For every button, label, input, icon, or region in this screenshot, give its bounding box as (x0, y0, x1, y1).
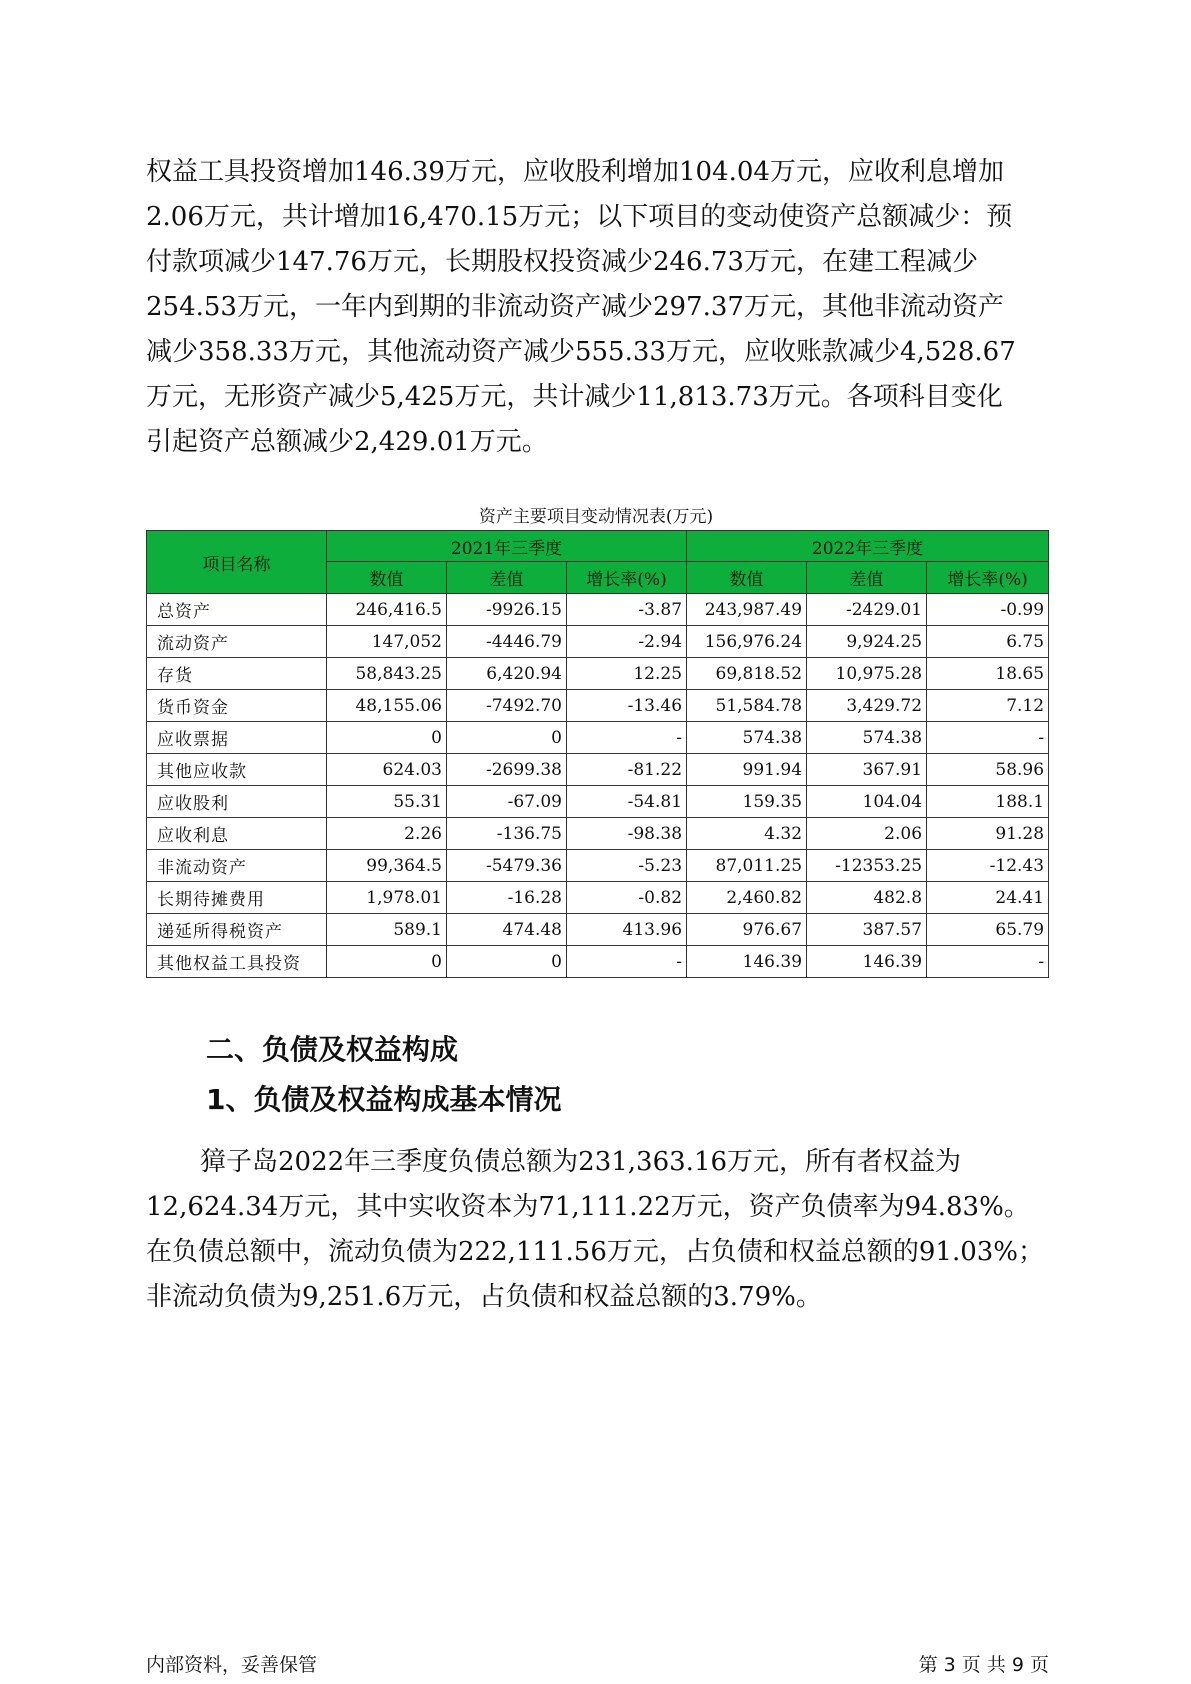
row-cell-d2: 10,975.28 (807, 658, 927, 690)
paragraph-line: 獐子岛2022年三季度负债总额为231,363.16万元，所有者权益为 (200, 1147, 962, 1177)
row-cell-d1: 474.48 (447, 914, 567, 946)
row-cell-d1: -4446.79 (447, 626, 567, 658)
table-row (147, 818, 1049, 850)
row-cell-r2: 91.28 (927, 818, 1049, 850)
table-row (147, 882, 1049, 914)
row-cell-v2: 69,818.52 (687, 658, 807, 690)
row-cell-v1: 1,978.01 (327, 882, 447, 914)
row-cell-d1: -136.75 (447, 818, 567, 850)
row-item-name: 应收利息 (147, 818, 327, 850)
row-cell-d2: 574.38 (807, 722, 927, 754)
row-cell-v1: 58,843.25 (327, 658, 447, 690)
row-cell-r2: 58.96 (927, 754, 1049, 786)
row-cell-d2: 387.57 (807, 914, 927, 946)
row-cell-d1: -16.28 (447, 882, 567, 914)
row-cell-r2: -12.43 (927, 850, 1049, 882)
row-cell-r2: 6.75 (927, 626, 1049, 658)
table-row (147, 786, 1049, 818)
row-item-name: 长期待摊费用 (147, 882, 327, 914)
row-cell-v1: 589.1 (327, 914, 447, 946)
header-item-name: 项目名称 (147, 531, 327, 594)
row-item-name: 应收股利 (147, 786, 327, 818)
row-cell-v2: 243,987.49 (687, 594, 807, 626)
table-row (147, 946, 1049, 978)
row-cell-d2: 367.91 (807, 754, 927, 786)
row-cell-d1: -67.09 (447, 786, 567, 818)
row-item-name: 货币资金 (147, 690, 327, 722)
row-cell-r1: -81.22 (567, 754, 687, 786)
row-cell-v1: 55.31 (327, 786, 447, 818)
header-period-2022: 2022年三季度 (687, 531, 1049, 562)
row-cell-d2: 9,924.25 (807, 626, 927, 658)
row-cell-v1: 624.03 (327, 754, 447, 786)
row-cell-d1: 0 (447, 946, 567, 978)
table-row (147, 690, 1049, 722)
row-cell-v2: 146.39 (687, 946, 807, 978)
row-cell-v1: 147,052 (327, 626, 447, 658)
header-diff: 差值 (447, 562, 567, 594)
row-cell-v1: 246,416.5 (327, 594, 447, 626)
row-cell-r1: - (567, 722, 687, 754)
row-item-name: 其他权益工具投资 (147, 946, 327, 978)
row-cell-v2: 2,460.82 (687, 882, 807, 914)
table-row (147, 594, 1049, 626)
paragraph-asset-changes (146, 150, 1046, 465)
header-rate: 增长率(%) (927, 562, 1049, 594)
row-item-name: 递延所得税资产 (147, 914, 327, 946)
section-heading: 二、负债及权益构成 (206, 1033, 459, 1066)
row-cell-r2: 18.65 (927, 658, 1049, 690)
paragraph-line: 权益工具投资增加146.39万元，应收股利增加104.04万元，应收利息增加 (146, 157, 1004, 187)
row-cell-v2: 991.94 (687, 754, 807, 786)
row-cell-r1: 12.25 (567, 658, 687, 690)
row-cell-d2: 2.06 (807, 818, 927, 850)
row-cell-r1: -5.23 (567, 850, 687, 882)
row-cell-d2: 482.8 (807, 882, 927, 914)
row-cell-d2: -12353.25 (807, 850, 927, 882)
header-value: 数值 (327, 562, 447, 594)
header-rate: 增长率(%) (567, 562, 687, 594)
table-row (147, 754, 1049, 786)
paragraph-line: 12,624.34万元，其中实收资本为71,111.22万元，资产负债率为94.83%。 (146, 1192, 1030, 1222)
table-row (147, 722, 1049, 754)
paragraph-line: 2.06万元，共计增加16,470.15万元；以下项目的变动使资产总额减少：预 (146, 202, 1013, 232)
row-cell-v2: 976.67 (687, 914, 807, 946)
row-cell-v1: 0 (327, 946, 447, 978)
row-cell-r1: -54.81 (567, 786, 687, 818)
paragraph-line: 引起资产总额减少2,429.01万元。 (146, 427, 548, 457)
row-cell-r1: -2.94 (567, 626, 687, 658)
row-cell-v1: 0 (327, 722, 447, 754)
row-cell-r1: 413.96 (567, 914, 687, 946)
subsection-heading: 1、负债及权益构成基本情况 (206, 1083, 562, 1116)
paragraph-liability-overview (146, 1140, 1046, 1320)
footer-page-number: 第 3 页 共 9 页 (918, 1654, 1049, 1676)
header-value: 数值 (687, 562, 807, 594)
row-cell-r2: - (927, 946, 1049, 978)
table-row (147, 626, 1049, 658)
row-cell-r2: - (927, 722, 1049, 754)
table-caption: 资产主要项目变动情况表(万元) (478, 507, 714, 527)
row-cell-v1: 48,155.06 (327, 690, 447, 722)
row-cell-v2: 574.38 (687, 722, 807, 754)
paragraph-line: 在负债总额中，流动负债为222,111.56万元，占负债和权益总额的91.03%； (146, 1237, 1045, 1267)
table-row (147, 850, 1049, 882)
row-cell-v2: 159.35 (687, 786, 807, 818)
row-cell-v2: 156,976.24 (687, 626, 807, 658)
row-cell-r1: -3.87 (567, 594, 687, 626)
row-cell-r2: -0.99 (927, 594, 1049, 626)
row-item-name: 总资产 (147, 594, 327, 626)
paragraph-line: 万元，无形资产减少5,425万元，共计减少11,813.73万元。各项科目变化 (146, 382, 1003, 412)
row-cell-r2: 188.1 (927, 786, 1049, 818)
table-row (147, 914, 1049, 946)
row-item-name: 应收票据 (147, 722, 327, 754)
row-cell-d1: -7492.70 (447, 690, 567, 722)
table-body (147, 594, 1049, 978)
paragraph-line: 付款项减少147.76万元，长期股权投资减少246.73万元，在建工程减少 (146, 247, 978, 277)
row-cell-d2: 146.39 (807, 946, 927, 978)
row-cell-d1: -9926.15 (447, 594, 567, 626)
footer-confidential-note: 内部资料，妥善保管 (146, 1654, 318, 1676)
row-cell-d2: 3,429.72 (807, 690, 927, 722)
row-cell-v2: 51,584.78 (687, 690, 807, 722)
row-cell-d1: -2699.38 (447, 754, 567, 786)
row-item-name: 其他应收款 (147, 754, 327, 786)
row-cell-r1: -98.38 (567, 818, 687, 850)
row-item-name: 流动资产 (147, 626, 327, 658)
row-cell-d2: -2429.01 (807, 594, 927, 626)
row-cell-d1: -5479.36 (447, 850, 567, 882)
row-cell-v2: 4.32 (687, 818, 807, 850)
paragraph-line: 减少358.33万元，其他流动资产减少555.33万元，应收账款减少4,528.67 (146, 337, 1016, 367)
row-cell-r2: 7.12 (927, 690, 1049, 722)
row-cell-r1: - (567, 946, 687, 978)
row-cell-d1: 6,420.94 (447, 658, 567, 690)
table-row (147, 658, 1049, 690)
row-cell-v1: 99,364.5 (327, 850, 447, 882)
row-cell-d1: 0 (447, 722, 567, 754)
row-cell-d2: 104.04 (807, 786, 927, 818)
row-cell-r2: 24.41 (927, 882, 1049, 914)
row-cell-v1: 2.26 (327, 818, 447, 850)
row-cell-r1: -13.46 (567, 690, 687, 722)
header-diff: 差值 (807, 562, 927, 594)
row-item-name: 非流动资产 (147, 850, 327, 882)
asset-change-table (146, 530, 1049, 978)
paragraph-line: 254.53万元，一年内到期的非流动资产减少297.37万元，其他非流动资产 (146, 292, 1004, 322)
row-cell-r1: -0.82 (567, 882, 687, 914)
paragraph-line: 非流动负债为9,251.6万元，占负债和权益总额的3.79%。 (146, 1282, 822, 1312)
row-item-name: 存货 (147, 658, 327, 690)
row-cell-r2: 65.79 (927, 914, 1049, 946)
row-cell-v2: 87,011.25 (687, 850, 807, 882)
header-period-2021: 2021年三季度 (327, 531, 687, 562)
